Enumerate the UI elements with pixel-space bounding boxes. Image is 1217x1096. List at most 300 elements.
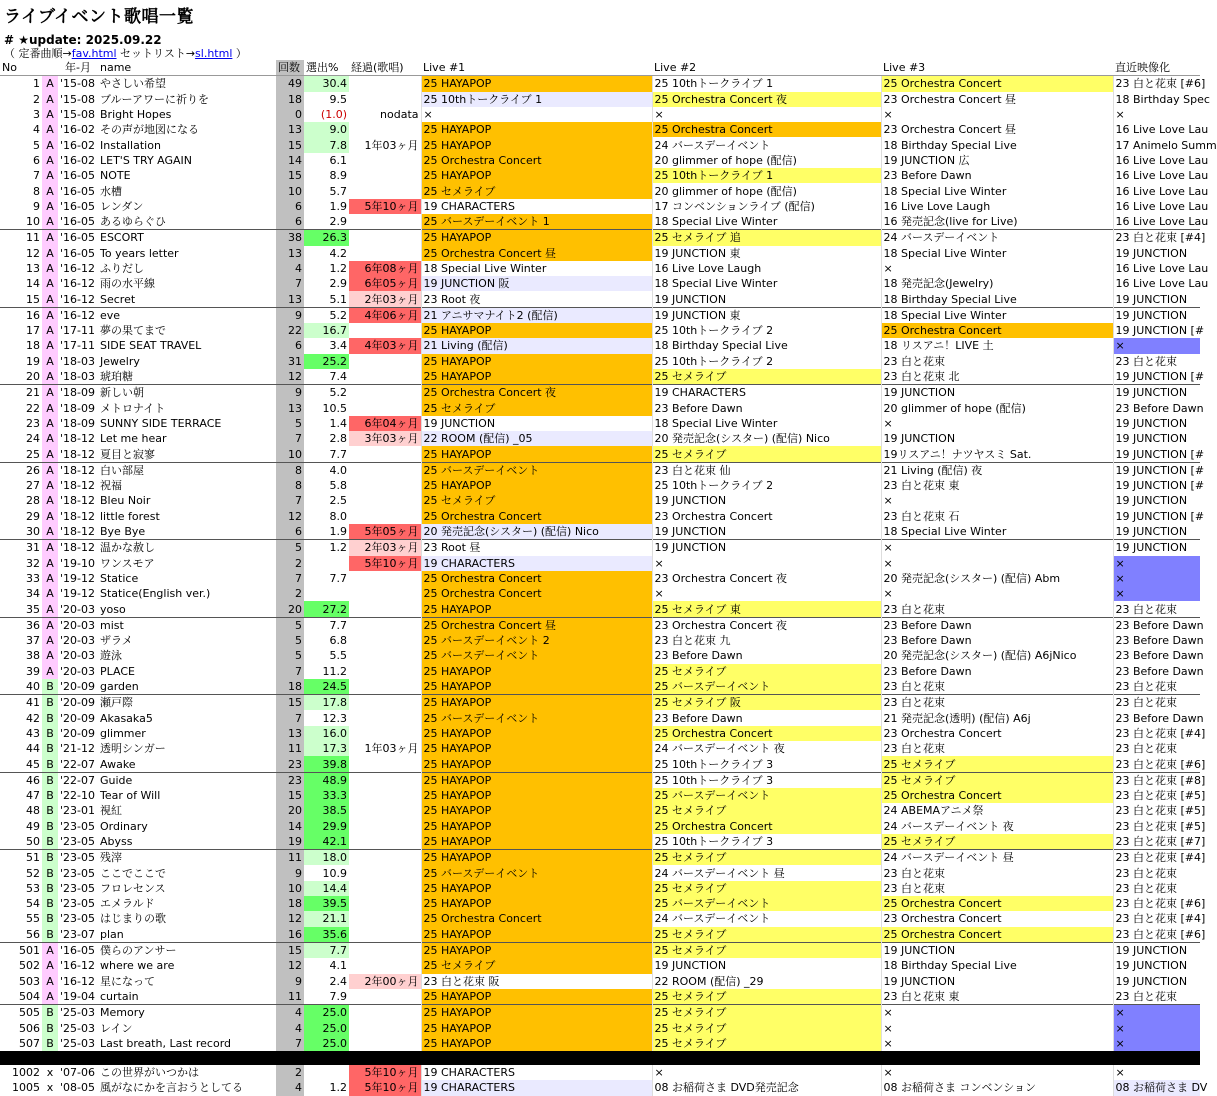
cell-name: NOTE bbox=[100, 169, 131, 183]
cell-percent: 1.2 bbox=[329, 1081, 347, 1095]
cell-name: where we are bbox=[100, 959, 175, 973]
cell-group: A bbox=[42, 153, 58, 168]
cell-name: SUNNY SIDE TERRACE bbox=[100, 416, 222, 430]
cell-no: 28 bbox=[26, 494, 40, 508]
cell-live3: 25 Orchestra Concert bbox=[881, 323, 1113, 338]
cell-video: 16 Live Love Lau bbox=[1113, 183, 1200, 198]
cell-percent: 4.1 bbox=[329, 959, 347, 973]
cell-elapsed bbox=[349, 153, 421, 168]
cell-group: A bbox=[42, 230, 58, 246]
cell-elapsed bbox=[349, 896, 421, 911]
cell-video: 23 白と花束 bbox=[1113, 741, 1200, 756]
cell-video: 08 お稲荷さま DV bbox=[1113, 1080, 1200, 1095]
cell-elapsed bbox=[349, 601, 421, 617]
cell-no: 14 bbox=[26, 277, 40, 291]
cell-name: 透明シンガー bbox=[100, 742, 166, 756]
cell-year-month: '19-12 bbox=[60, 571, 95, 585]
cell-group: A bbox=[42, 385, 58, 401]
cell-live2: × bbox=[652, 107, 881, 122]
cell-name: Statice(English ver.) bbox=[100, 587, 211, 601]
cell-live2: 23 Orchestra Concert 夜 bbox=[652, 617, 881, 633]
cell-video: 19 JUNCTION bbox=[1113, 942, 1200, 958]
cell-elapsed bbox=[349, 183, 421, 198]
cell-count: 9 bbox=[276, 865, 304, 880]
cell-video: 16 Live Love Lau bbox=[1113, 276, 1200, 291]
cell-name: 祝福 bbox=[100, 479, 122, 493]
cell-no: 16 bbox=[0, 307, 42, 323]
cell-percent: 1.9 bbox=[329, 525, 347, 539]
cell-no: 55 bbox=[26, 912, 40, 926]
cell-live1: 23 白と花束 阪 bbox=[421, 974, 652, 989]
cell-live1: 25 HAYAPOP bbox=[421, 601, 652, 617]
table-row bbox=[0, 183, 1200, 198]
cell-live2: 19 JUNCTION 東 bbox=[652, 307, 881, 323]
table-row bbox=[0, 446, 1200, 462]
cell-elapsed bbox=[349, 633, 421, 648]
cell-live1: 25 Orchestra Concert bbox=[421, 571, 652, 586]
cell-elapsed: 5年10ヶ月 bbox=[349, 556, 421, 571]
cell-name: To years letter bbox=[100, 246, 179, 260]
cell-elapsed bbox=[349, 168, 421, 183]
cell-live1: 25 バースデーイベント bbox=[421, 462, 652, 478]
table-row bbox=[0, 168, 1200, 183]
cell-live3: 21 Living (配信) 夜 bbox=[881, 462, 1113, 478]
cell-year-month: '16-12 bbox=[60, 974, 95, 988]
cell-live1: 25 HAYAPOP bbox=[421, 834, 652, 850]
cell-elapsed bbox=[349, 648, 421, 663]
table-row bbox=[0, 679, 1200, 695]
cell-live3: 23 Orchestra Concert 昼 bbox=[881, 92, 1113, 107]
table-row bbox=[0, 881, 1200, 896]
cell-live1: 25 HAYAPOP bbox=[421, 323, 652, 338]
cell-count: 5 bbox=[276, 540, 304, 556]
table-row bbox=[0, 291, 1200, 307]
cell-percent: 9.5 bbox=[329, 92, 347, 106]
cell-live2: 25 セメライブ bbox=[652, 1036, 881, 1051]
cell-year-month: '25-03 bbox=[60, 1036, 95, 1050]
cell-name: 瀬戸際 bbox=[98, 695, 276, 711]
cell-elapsed bbox=[349, 1005, 421, 1021]
cell-name: 雨の水平線 bbox=[100, 277, 155, 291]
cell-name: Bleu Noir bbox=[100, 494, 151, 508]
cell-live1: 25 HAYAPOP bbox=[421, 679, 652, 695]
cell-group: B bbox=[42, 679, 58, 695]
cell-no: 41 bbox=[0, 695, 42, 711]
cell-name: Tear of Will bbox=[100, 789, 161, 803]
cell-elapsed bbox=[349, 989, 421, 1005]
cell-live3: 08 お稲荷さま コンベンション bbox=[881, 1080, 1113, 1095]
cell-live1: 25 HAYAPOP bbox=[421, 803, 652, 818]
cell-group: A bbox=[42, 323, 58, 338]
cell-live3: 18 Special Live Winter bbox=[881, 524, 1113, 540]
cell-elapsed: 1年03ヶ月 bbox=[364, 138, 419, 152]
cell-no: 43 bbox=[26, 726, 40, 740]
table-row bbox=[0, 571, 1200, 586]
cell-video: 19 JUNCTION bbox=[1113, 493, 1200, 508]
cell-live2: 25 バースデーイベント bbox=[652, 896, 881, 911]
cell-name: 白い部屋 bbox=[98, 462, 276, 478]
song-table bbox=[0, 60, 1217, 1096]
table-row bbox=[0, 230, 1200, 246]
cell-percent: 26.3 bbox=[304, 230, 349, 246]
cell-percent: 5.2 bbox=[304, 307, 349, 323]
cell-no: 27 bbox=[26, 479, 40, 493]
cell-no: 42 bbox=[26, 711, 40, 725]
cell-live3: 18 リスアニ！LIVE 土 bbox=[881, 338, 1113, 353]
cell-group: A bbox=[42, 586, 58, 601]
cell-live3: 23 白と花束 北 bbox=[881, 369, 1113, 385]
cell-no: 54 bbox=[26, 897, 40, 911]
cell-elapsed bbox=[349, 927, 421, 943]
cell-live2: × bbox=[652, 556, 881, 571]
cell-count: 6 bbox=[276, 338, 304, 353]
cell-elapsed bbox=[349, 819, 421, 834]
cell-percent: 5.2 bbox=[304, 385, 349, 401]
cell-live3: 25 セメライブ bbox=[881, 756, 1113, 772]
cell-video: 23 白と花束 [#5] bbox=[1113, 788, 1200, 803]
cell-live1: 25 HAYAPOP bbox=[421, 478, 652, 493]
cell-live2: 25 セメライブ bbox=[652, 369, 881, 385]
cell-count: 11 bbox=[276, 741, 304, 756]
table-row bbox=[0, 369, 1200, 385]
cell-name: Abyss bbox=[100, 834, 133, 848]
cell-live3: 25 Orchestra Concert bbox=[881, 927, 1113, 943]
cell-elapsed: 2年03ヶ月 bbox=[349, 291, 421, 307]
cell-video: × bbox=[1113, 1020, 1200, 1035]
cell-year-month: '20-09 bbox=[60, 726, 95, 740]
cell-live2: 25 10thトークライブ 1 bbox=[652, 168, 881, 183]
cell-count: 5 bbox=[276, 633, 304, 648]
cell-year-month: '15-08 bbox=[60, 92, 95, 106]
cell-live1: 25 HAYAPOP bbox=[421, 137, 652, 152]
cell-year-month: '18-12 bbox=[58, 462, 98, 478]
cell-live1: 23 Root 夜 bbox=[421, 291, 652, 307]
cell-live3: 20 glimmer of hope (配信) bbox=[881, 401, 1113, 416]
cell-count: 20 bbox=[276, 803, 304, 818]
cell-percent: 17.3 bbox=[304, 741, 349, 756]
cell-name: 視紅 bbox=[100, 804, 122, 818]
cell-elapsed: 1年03ヶ月 bbox=[364, 742, 419, 756]
cell-video: 19 JUNCTION [# bbox=[1113, 478, 1200, 493]
cell-elapsed bbox=[349, 850, 421, 866]
cell-live3: 20 発売記念(シスター) (配信) A6jNico bbox=[881, 648, 1113, 663]
cell-live2: 19 CHARACTERS bbox=[652, 385, 881, 401]
sl-link[interactable]: sl.html bbox=[195, 47, 233, 60]
cell-year-month: '17-11 bbox=[60, 339, 95, 353]
cell-live1: 19 CHARACTERS bbox=[421, 556, 652, 571]
cell-group: B bbox=[42, 710, 58, 725]
cell-elapsed bbox=[349, 446, 421, 462]
cell-group: A bbox=[42, 338, 58, 353]
cell-percent: 4.0 bbox=[304, 462, 349, 478]
cell-count: 5 bbox=[276, 416, 304, 431]
cell-live1: 25 Orchestra Concert 昼 bbox=[421, 617, 652, 633]
cell-year-month: '16-05 bbox=[60, 215, 95, 229]
cell-live2: 16 Live Love Laugh bbox=[652, 261, 881, 276]
cell-name: Installation bbox=[100, 138, 161, 152]
cell-group: x bbox=[46, 1066, 54, 1080]
cell-live3: 25 Orchestra Concert bbox=[881, 788, 1113, 803]
cell-live3: 25 セメライブ bbox=[881, 772, 1113, 788]
cell-live2: 23 白と花束 九 bbox=[652, 633, 881, 648]
links-mid: セットリスト→ bbox=[116, 47, 196, 60]
cell-live2: 25 Orchestra Concert 夜 bbox=[652, 92, 881, 107]
cell-percent: 1.2 bbox=[304, 540, 349, 556]
cell-video: × bbox=[1113, 1005, 1200, 1021]
cell-video: 23 白と花束 [#8] bbox=[1113, 772, 1200, 788]
cell-live1: 25 セメライブ bbox=[421, 958, 652, 973]
cell-count: 4 bbox=[276, 1080, 304, 1095]
cell-live1: 25 HAYAPOP bbox=[421, 354, 652, 369]
cell-year-month: '25-03 bbox=[58, 1005, 98, 1021]
cell-percent: 7.7 bbox=[304, 617, 349, 633]
cell-year-month: '20-09 bbox=[58, 695, 98, 711]
cell-elapsed bbox=[349, 834, 421, 850]
cell-live3: 24 バースデーイベント 昼 bbox=[881, 850, 1113, 866]
cell-live2: 23 Before Dawn bbox=[652, 401, 881, 416]
cell-live1: 25 HAYAPOP bbox=[421, 168, 652, 183]
cell-no: 45 bbox=[26, 757, 40, 771]
cell-elapsed: 6年05ヶ月 bbox=[349, 276, 421, 291]
table-row bbox=[0, 1005, 1200, 1021]
cell-video: 17 Animelo Summ bbox=[1113, 137, 1200, 152]
cell-percent: 12.3 bbox=[322, 711, 347, 725]
cell-percent: 6.1 bbox=[329, 153, 347, 167]
table-header bbox=[0, 60, 1200, 76]
cell-percent: 25.0 bbox=[304, 1020, 349, 1035]
cell-percent bbox=[304, 586, 349, 601]
cell-no: 12 bbox=[26, 246, 40, 260]
cell-elapsed: 4年03ヶ月 bbox=[349, 338, 421, 353]
cell-live3: 23 白と花束 bbox=[881, 695, 1113, 711]
cell-live1: 25 HAYAPOP bbox=[421, 446, 652, 462]
cell-video: 19 JUNCTION [# bbox=[1113, 446, 1200, 462]
cell-name: Statice bbox=[100, 571, 139, 585]
cell-live2: 19 JUNCTION bbox=[652, 958, 881, 973]
cell-live3: × bbox=[881, 1005, 1113, 1021]
cell-live1: 25 Orchestra Concert bbox=[421, 586, 652, 601]
table-row bbox=[0, 524, 1200, 540]
cell-video: 23 白と花束 bbox=[1113, 679, 1200, 695]
table-row bbox=[0, 942, 1200, 958]
cell-name: Bye Bye bbox=[100, 525, 146, 539]
cell-count: 18 bbox=[276, 679, 304, 695]
cell-elapsed bbox=[349, 246, 421, 261]
cell-elapsed bbox=[349, 122, 421, 137]
cell-percent: 7.7 bbox=[304, 942, 349, 958]
cell-count: 20 bbox=[276, 601, 304, 617]
table-row bbox=[0, 958, 1200, 973]
cell-video: 23 Before Dawn bbox=[1113, 710, 1200, 725]
cell-elapsed bbox=[349, 571, 421, 586]
cell-percent: (1.0) bbox=[320, 108, 347, 122]
cell-live2: 25 セメライブ bbox=[652, 1020, 881, 1035]
cell-year-month: '23-05 bbox=[60, 881, 95, 895]
cell-name: PLACE bbox=[100, 664, 135, 678]
cell-live1: 25 HAYAPOP bbox=[421, 850, 652, 866]
cell-year-month: '21-12 bbox=[60, 742, 95, 756]
cell-percent: 5.7 bbox=[329, 184, 347, 198]
table-row bbox=[0, 122, 1200, 137]
cell-live1: × bbox=[421, 107, 652, 122]
cell-year-month: '20-03 bbox=[60, 664, 95, 678]
links-suffix: ） bbox=[232, 47, 247, 60]
fav-link[interactable]: fav.html bbox=[71, 47, 117, 60]
cell-group: x bbox=[46, 1081, 54, 1095]
cell-count: 8 bbox=[276, 462, 304, 478]
cell-live3: × bbox=[881, 1020, 1113, 1035]
cell-no: 8 bbox=[33, 184, 40, 198]
cell-live1: 25 10thトークライブ 1 bbox=[421, 92, 652, 107]
table-row bbox=[0, 462, 1200, 478]
header-no: No bbox=[0, 60, 42, 76]
cell-percent: 1.4 bbox=[329, 416, 347, 430]
cell-year-month: '20-03 bbox=[60, 602, 95, 616]
cell-no: 505 bbox=[0, 1005, 42, 1021]
cell-video: 19 JUNCTION bbox=[1113, 246, 1200, 261]
cell-live1: 25 バースデーイベント bbox=[421, 648, 652, 663]
cell-live3: × bbox=[881, 1065, 1113, 1080]
cell-count: 7 bbox=[276, 493, 304, 508]
table-row bbox=[0, 323, 1200, 338]
cell-year-month: '16-05 bbox=[58, 942, 98, 958]
cell-percent: 10.5 bbox=[322, 401, 347, 415]
cell-count: 15 bbox=[276, 137, 304, 152]
cell-name: Awake bbox=[100, 757, 136, 771]
cell-live1: 25 Orchestra Concert 夜 bbox=[421, 385, 652, 401]
cell-count: 11 bbox=[276, 989, 304, 1005]
cell-year-month: '16-12 bbox=[60, 292, 95, 306]
cell-group: A bbox=[42, 462, 58, 478]
cell-live2: 25 10thトークライブ 3 bbox=[652, 756, 881, 772]
cell-elapsed bbox=[349, 354, 421, 369]
cell-live3: 18 Birthday Special Live bbox=[881, 291, 1113, 307]
cell-group: A bbox=[42, 107, 58, 122]
cell-live3: 18 発売記念(Jewelry) bbox=[881, 276, 1113, 291]
cell-year-month: '20-03 bbox=[58, 617, 98, 633]
cell-no: 18 bbox=[26, 339, 40, 353]
cell-count: 10 bbox=[276, 881, 304, 896]
cell-video: 19 JUNCTION [# bbox=[1113, 323, 1200, 338]
header-live1: Live #1 bbox=[421, 60, 652, 76]
table-row bbox=[0, 493, 1200, 508]
cell-count: 12 bbox=[276, 509, 304, 524]
cell-elapsed bbox=[349, 865, 421, 880]
cell-percent: 7.8 bbox=[304, 137, 349, 152]
cell-name: 夏目と寂寥 bbox=[100, 447, 155, 461]
cell-video: × bbox=[1113, 107, 1200, 122]
cell-no: 22 bbox=[26, 401, 40, 415]
cell-no: 48 bbox=[26, 804, 40, 818]
cell-count: 12 bbox=[276, 958, 304, 973]
cell-count: 13 bbox=[276, 246, 304, 261]
cell-name: Let me hear bbox=[100, 432, 167, 446]
table-row bbox=[0, 354, 1200, 369]
cell-count: 18 bbox=[276, 896, 304, 911]
cell-percent: 38.5 bbox=[304, 803, 349, 818]
table-row bbox=[0, 385, 1200, 401]
cell-live3: 23 白と花束 東 bbox=[881, 478, 1113, 493]
cell-video: 19 JUNCTION [# bbox=[1113, 369, 1200, 385]
cell-live1: 25 HAYAPOP bbox=[421, 76, 652, 92]
cell-no: 4 bbox=[33, 123, 40, 137]
table-row bbox=[0, 648, 1200, 663]
cell-video: × bbox=[1113, 1036, 1200, 1051]
cell-no: 51 bbox=[0, 850, 42, 866]
cell-live1: 25 HAYAPOP bbox=[421, 927, 652, 943]
cell-group: B bbox=[42, 911, 58, 926]
cell-name: 新しい朝 bbox=[98, 385, 276, 401]
cell-group: A bbox=[42, 958, 58, 973]
cell-live1: 25 HAYAPOP bbox=[421, 726, 652, 741]
cell-video: 19 JUNCTION bbox=[1113, 524, 1200, 540]
cell-live1: 19 CHARACTERS bbox=[421, 199, 652, 214]
cell-name: Memory bbox=[98, 1005, 276, 1021]
cell-elapsed: 5年05ヶ月 bbox=[349, 524, 421, 540]
cell-group: A bbox=[42, 989, 58, 1005]
cell-live1: 25 HAYAPOP bbox=[421, 819, 652, 834]
cell-group: B bbox=[42, 741, 58, 756]
cell-name: レイン bbox=[100, 1021, 133, 1035]
cell-count: 6 bbox=[276, 199, 304, 214]
table-row bbox=[0, 307, 1200, 323]
cell-count: 18 bbox=[276, 92, 304, 107]
cell-group: A bbox=[42, 276, 58, 291]
cell-percent: 17.8 bbox=[304, 695, 349, 711]
table-row bbox=[0, 556, 1200, 571]
cell-elapsed bbox=[349, 695, 421, 711]
cell-no: 7 bbox=[33, 169, 40, 183]
cell-year-month: '25-03 bbox=[60, 1021, 95, 1035]
table-row bbox=[0, 416, 1200, 431]
table-row bbox=[0, 601, 1200, 617]
cell-percent: 8.0 bbox=[329, 509, 347, 523]
cell-video: 23 Before Dawn bbox=[1113, 617, 1200, 633]
cell-name: この世界がいつかは bbox=[100, 1066, 199, 1080]
cell-year-month: '17-11 bbox=[60, 324, 95, 338]
cell-name: あるゆらぐひ bbox=[100, 215, 166, 229]
cell-year-month: '19-10 bbox=[60, 556, 95, 570]
cell-live1: 25 HAYAPOP bbox=[421, 788, 652, 803]
cell-group: A bbox=[42, 493, 58, 508]
cell-count: 6 bbox=[276, 214, 304, 230]
cell-percent: 39.5 bbox=[304, 896, 349, 911]
cell-live2: 25 セメライブ 追 bbox=[652, 230, 881, 246]
table-row bbox=[0, 478, 1200, 493]
cell-year-month: '18-12 bbox=[60, 509, 95, 523]
cell-year-month: '23-05 bbox=[60, 897, 95, 911]
cell-video: 23 白と花束 [#4] bbox=[1113, 911, 1200, 926]
cell-name: yoso bbox=[100, 602, 126, 616]
table-row bbox=[0, 664, 1200, 679]
cell-no: 5 bbox=[33, 138, 40, 152]
cell-percent: 7.9 bbox=[329, 989, 347, 1003]
cell-video: 23 白と花束 [#7] bbox=[1113, 834, 1200, 850]
cell-year-month: '18-09 bbox=[58, 385, 98, 401]
cell-live2: 25 Orchestra Concert bbox=[652, 122, 881, 137]
cell-name: Bright Hopes bbox=[100, 108, 172, 122]
cell-no: 35 bbox=[26, 602, 40, 616]
cell-live2: 18 Special Live Winter bbox=[652, 416, 881, 431]
cell-percent: 18.0 bbox=[304, 850, 349, 866]
cell-name: Last breath, Last record bbox=[100, 1036, 232, 1050]
cell-name: 遊泳 bbox=[100, 649, 122, 663]
cell-percent: 25.2 bbox=[304, 354, 349, 369]
cell-live2: 25 セメライブ 東 bbox=[652, 601, 881, 617]
cell-name: 琥珀糖 bbox=[100, 370, 133, 384]
cell-live1: 25 バースデーイベント bbox=[421, 710, 652, 725]
cell-group: A bbox=[42, 246, 58, 261]
